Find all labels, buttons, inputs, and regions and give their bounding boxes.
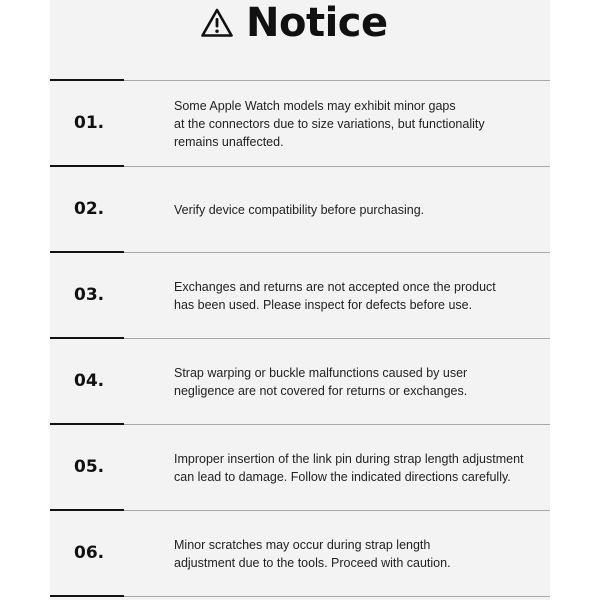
item-number: 06. bbox=[74, 543, 105, 563]
list-item bbox=[50, 510, 550, 596]
item-text-line: Verify device compatibility before purchasing. bbox=[174, 202, 425, 217]
item-text bbox=[174, 339, 540, 424]
item-text-line: Some Apple Watch models may exhibit minor gaps bbox=[174, 98, 456, 113]
page-title: Notice bbox=[246, 0, 388, 46]
list-item bbox=[50, 80, 550, 166]
list-item bbox=[50, 424, 550, 510]
list-item bbox=[50, 338, 550, 424]
item-text-line: has been used. Please inspect for defects before use. bbox=[174, 297, 473, 312]
item-text bbox=[174, 511, 540, 596]
row-accent-line bbox=[50, 595, 124, 597]
item-text-line: adjustment due to the tools. Proceed with caution. bbox=[174, 555, 451, 570]
notice-header bbox=[50, 0, 550, 80]
item-text-line: Strap warping or buckle malfunctions caused by user bbox=[174, 365, 468, 380]
item-text-line: remains unaffected. bbox=[174, 134, 284, 149]
item-number: 01. bbox=[74, 113, 105, 133]
item-text bbox=[174, 425, 540, 510]
item-number: 05. bbox=[74, 457, 105, 477]
item-number: 02. bbox=[74, 199, 105, 219]
item-text bbox=[174, 167, 540, 252]
item-text bbox=[174, 81, 540, 166]
list-item bbox=[50, 166, 550, 252]
item-number: 04. bbox=[74, 371, 105, 391]
item-text-line: Improper insertion of the link pin during strap length adjustment bbox=[174, 451, 524, 466]
warning-triangle-icon bbox=[200, 7, 234, 39]
item-text-line: can lead to damage. Follow the indicated directions carefully. bbox=[174, 469, 511, 484]
title-group bbox=[200, 0, 388, 46]
item-text-line: Exchanges and returns are not accepted once the product bbox=[174, 279, 496, 294]
item-text-line: at the connectors due to size variations, but functionality bbox=[174, 116, 485, 131]
item-number: 03. bbox=[74, 285, 105, 305]
bottom-divider bbox=[50, 596, 550, 597]
item-text bbox=[174, 253, 540, 338]
item-text-line: negligence are not covered for returns or exchanges. bbox=[174, 383, 468, 398]
list-item bbox=[50, 252, 550, 338]
item-text-line: Minor scratches may occur during strap length bbox=[174, 537, 431, 552]
